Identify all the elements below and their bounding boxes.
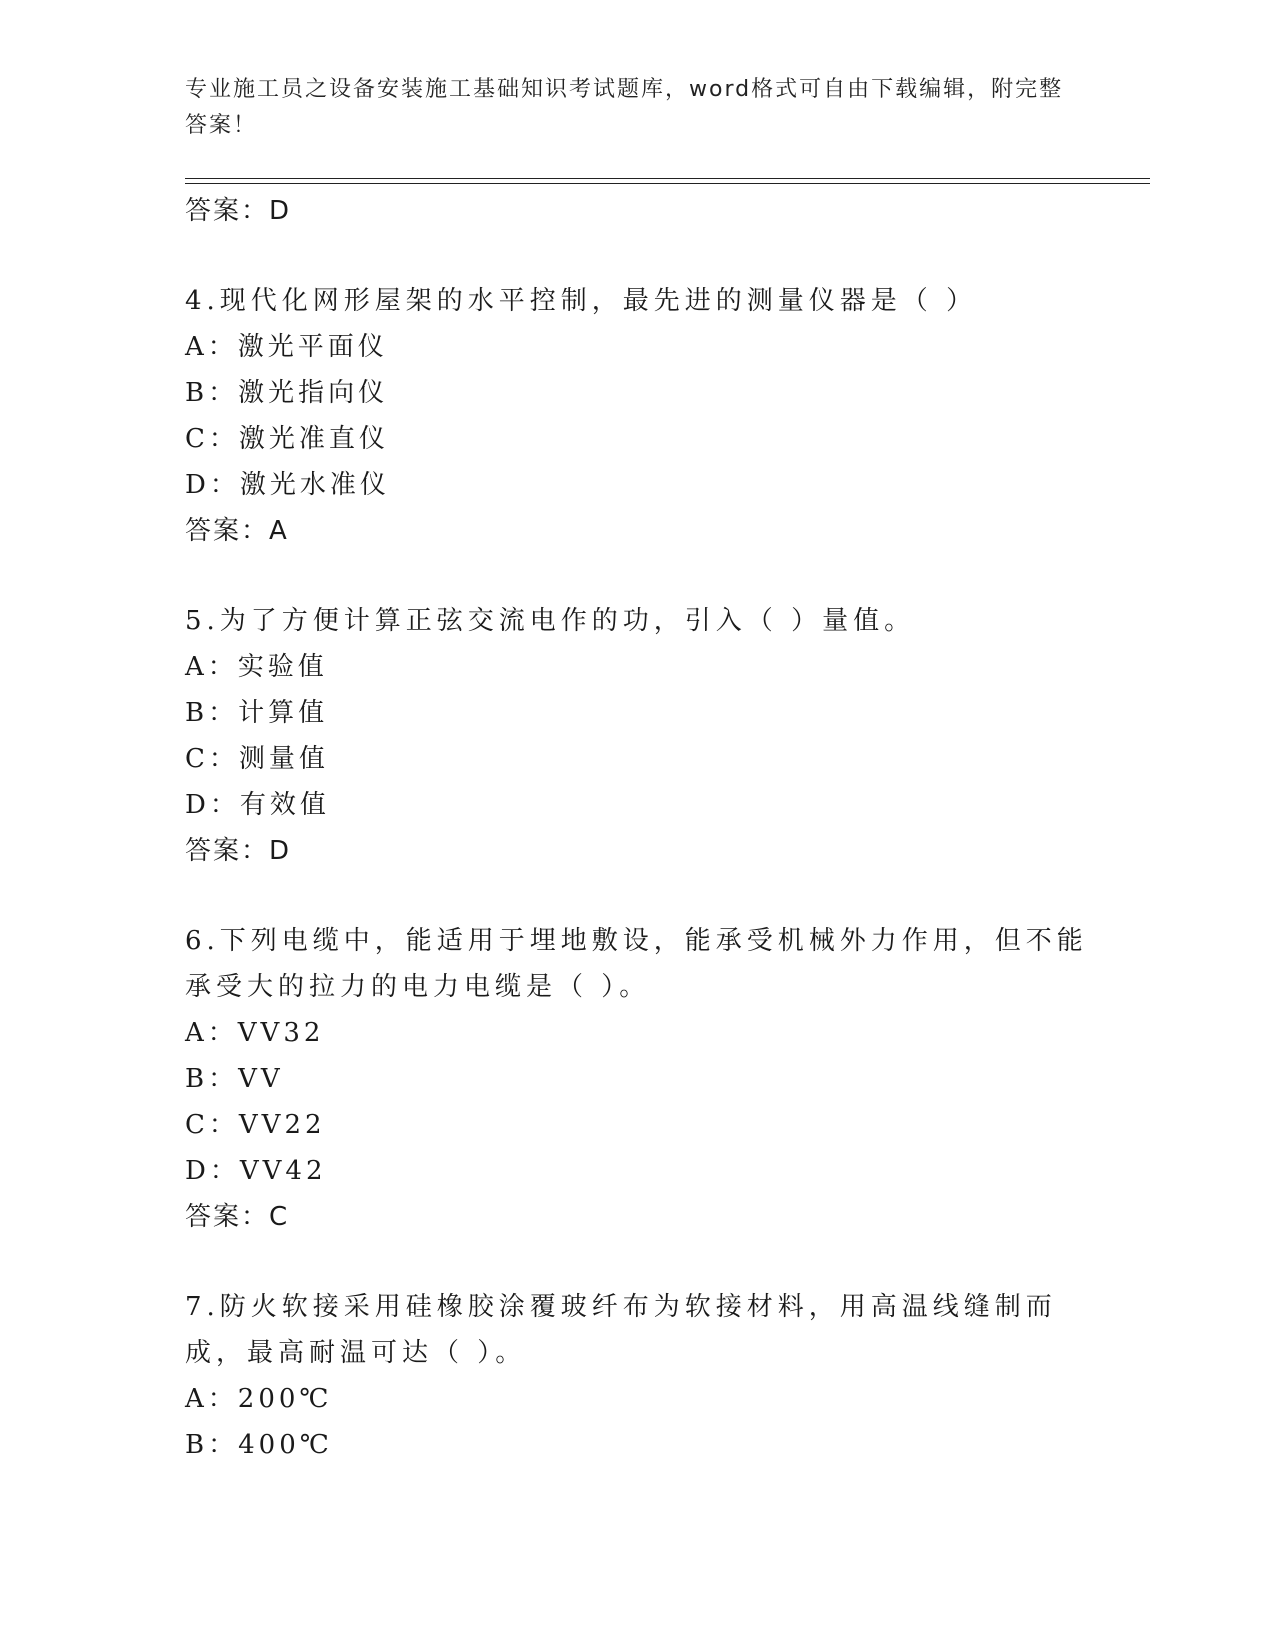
option-b: B：计算值 [185,698,329,728]
option-a: A：200℃ [185,1384,333,1414]
question-block [185,598,1105,874]
header-divider-bottom [185,183,1150,184]
option-d: D：VV42 [185,1156,327,1186]
option-c: C：VV22 [185,1110,326,1140]
answer-line: 答案：C [185,1202,290,1232]
question-block [185,918,1105,1240]
question-block [185,278,1105,554]
question-text: 7.防火软接采用硅橡胶涂覆玻纤布为软接材料，用高温线缝制而成，最高耐温可达（ ）。 [185,1292,1057,1368]
answer-line: 答案：D [185,836,292,866]
option-a: A：VV32 [185,1018,325,1048]
option-c: C：测量值 [185,744,329,774]
option-b: B：激光指向仪 [185,378,389,408]
document-header: 专业施工员之设备安装施工基础知识考试题库，word格式可自由下载编辑，附完整答案！ [185,77,1064,138]
option-a: A：实验值 [185,652,328,682]
question-text: 4.现代化网形屋架的水平控制，最先进的测量仪器是（ ） [185,286,978,316]
question-text: 5.为了方便计算正弦交流电作的功，引入（ ）量值。 [185,606,916,636]
option-d: D：激光水准仪 [185,470,390,500]
option-b: B：VV [185,1064,284,1094]
option-c: C：激光准直仪 [185,424,389,454]
header-divider-top [185,178,1150,179]
option-a: A：激光平面仪 [185,332,388,362]
answer-line: 答案：D [185,196,292,226]
answer-line: 答案：A [185,516,289,546]
question-text: 6.下列电缆中，能适用于埋地敷设，能承受机械外力作用，但不能承受大的拉力的电力电缆是（ ）。 [185,926,1088,1002]
option-b: B：400℃ [185,1430,333,1460]
question-block [185,1284,1105,1468]
option-d: D：有效值 [185,790,330,820]
question-list [185,188,1105,1468]
